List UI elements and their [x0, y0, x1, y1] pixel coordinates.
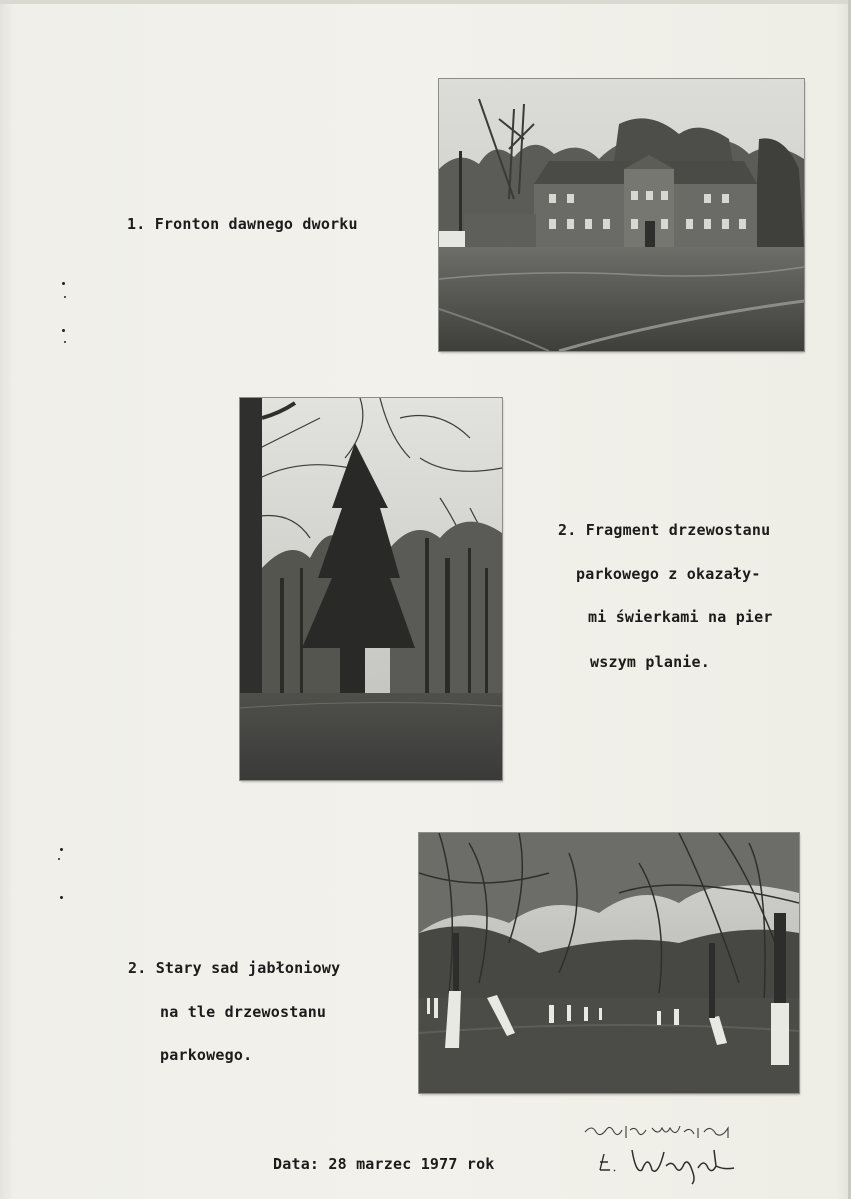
caption-3-line-2: na tle drzewostanu [160, 1003, 327, 1021]
margin-mark [64, 296, 66, 298]
document-date: Data: 28 marzec 1977 rok [273, 1155, 495, 1173]
caption-2-line-3: mi świerkami na pier [588, 608, 773, 626]
margin-mark [58, 858, 60, 860]
caption-3-line-3: parkowego. [160, 1046, 253, 1064]
margin-mark [62, 329, 65, 332]
photo-apple-orchard [419, 833, 799, 1093]
caption-2-line-4: wszym planie. [590, 653, 710, 671]
margin-mark [64, 341, 66, 343]
caption-3-line-1: 2. Stary sad jabłoniowy [128, 959, 341, 977]
caption-1: 1. Fronton dawnego dworku [127, 215, 358, 233]
photo-park-trees [240, 398, 502, 780]
signature [596, 1140, 736, 1188]
margin-mark [60, 848, 63, 851]
caption-2-line-1: 2. Fragment drzewostanu [558, 521, 771, 539]
margin-mark [62, 282, 65, 285]
caption-2-line-2: parkowego z okazały- [576, 565, 761, 583]
page-edge-top [0, 0, 851, 4]
photo-manor-front [439, 79, 804, 351]
margin-mark [60, 896, 63, 899]
